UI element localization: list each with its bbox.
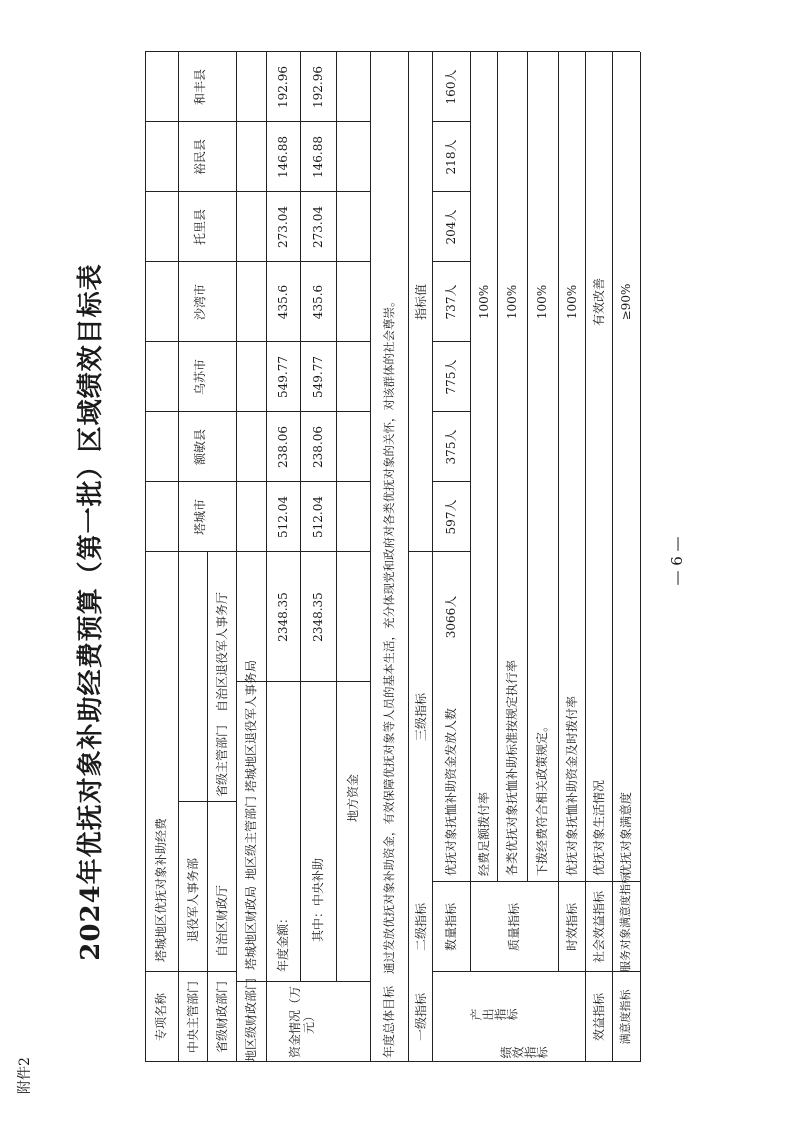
indicator-s1: 优抚对象生活情况 xyxy=(592,779,606,876)
value-qa2: 100% xyxy=(505,284,519,320)
county-central-5: 146.88 xyxy=(311,136,325,178)
label-central-subsidy: 其中：中央补助 xyxy=(311,857,325,942)
label-prov-dept: 省级主管部门 xyxy=(215,724,229,797)
label-perf-indicators: 绩效指标 xyxy=(500,1046,548,1060)
county-total-5: 146.88 xyxy=(276,136,290,178)
value-qa1: 100% xyxy=(477,284,491,320)
value-t1: 100% xyxy=(565,284,579,320)
label-project-name: 专项名称 xyxy=(154,993,168,1042)
label-region-finance: 地区级财政部门 xyxy=(244,977,258,1062)
header-target: 指标值 xyxy=(414,284,428,321)
value-region-finance: 塔城地区财政局 xyxy=(244,885,258,970)
header-level1: 一级指标 xyxy=(414,993,428,1042)
label-annual-total: 年度金额： xyxy=(276,911,290,972)
value-central-dept: 退役军人事务部 xyxy=(186,857,200,942)
value-prov-dept: 自治区退役军人事务厅 xyxy=(215,591,229,712)
label-prov-finance: 省级财政部门 xyxy=(215,981,229,1054)
county-header-5: 裕民县 xyxy=(193,139,207,176)
value-annual-total: 2348.35 xyxy=(276,592,290,642)
indicator-qa1: 经费足额拨付率 xyxy=(477,791,491,876)
label-satisfaction: 满意度指标 xyxy=(619,989,632,1045)
county-total-6: 192.96 xyxy=(276,66,290,108)
annex-label: 附件2 xyxy=(17,1057,33,1094)
label-region-dept: 地区级主管部门 xyxy=(244,795,258,880)
value-q1-county-5: 218人 xyxy=(444,139,458,175)
county-header-2: 乌苏市 xyxy=(193,359,207,396)
label-funds: 资金情况（万元） xyxy=(288,986,316,1059)
label-timeliness: 时效指标 xyxy=(565,903,579,952)
header-level2: 二级指标 xyxy=(414,903,428,952)
value-q1-county-3: 737人 xyxy=(444,284,458,320)
value-q1-county-6: 160人 xyxy=(444,69,458,105)
indicator-q1: 优抚对象抚恤补助资金发放人数 xyxy=(444,707,458,876)
label-effect: 效益指标 xyxy=(592,993,606,1042)
value-q1-county-1: 375人 xyxy=(444,429,458,465)
label-quantity: 数量指标 xyxy=(444,903,458,952)
value-central-subsidy: 2348.35 xyxy=(311,592,325,642)
county-central-2: 549.77 xyxy=(311,356,325,398)
county-central-0: 512.04 xyxy=(311,496,325,538)
county-central-6: 192.96 xyxy=(311,66,325,108)
county-total-4: 273.04 xyxy=(276,206,290,248)
indicator-qa3: 下拨经费符合相关政策规定。 xyxy=(535,719,549,876)
value-s1: 有效改善 xyxy=(592,278,606,327)
county-total-2: 549.77 xyxy=(276,356,290,398)
value-project-name: 塔城地区优抚对象补助经费 xyxy=(154,817,168,962)
value-q1-county-4: 204人 xyxy=(444,209,458,245)
label-service-satisfaction: 服务对象满意度指标 xyxy=(619,873,632,972)
page-number: — 6 — xyxy=(668,536,686,586)
label-central-dept: 中央主管部门 xyxy=(186,981,200,1054)
county-total-0: 512.04 xyxy=(276,496,290,538)
county-header-1: 额敏县 xyxy=(193,429,207,466)
value-annual-goal: 通过发放优抚对象补助资金，有效保障优抚对象等人员的基本生活，充分体现党和政府对各类优抚对象的关怀，对该群体的社会尊崇。 xyxy=(382,295,396,974)
indicator-t1: 优抚对象抚恤补助资金及时拨付率 xyxy=(565,695,579,876)
value-region-dept: 塔城地区退役军人事务局 xyxy=(244,659,258,792)
county-header-6: 和丰县 xyxy=(193,69,207,106)
county-total-1: 238.06 xyxy=(276,426,290,468)
value-q1-total: 3066人 xyxy=(444,595,458,639)
indicator-m1: 优抚对象满意度 xyxy=(619,791,633,876)
county-header-0: 塔城市 xyxy=(193,499,207,536)
indicator-qa2: 各类优抚对象抚恤补助标准按规定执行率 xyxy=(505,659,519,876)
county-central-3: 435.6 xyxy=(311,284,325,320)
value-q1-county-0: 597人 xyxy=(444,499,458,535)
value-prov-finance: 自治区财政厅 xyxy=(215,884,229,957)
label-quality: 质量指标 xyxy=(507,903,521,952)
value-qa3: 100% xyxy=(535,284,549,320)
county-total-3: 435.6 xyxy=(276,284,290,320)
county-header-4: 托里县 xyxy=(193,209,207,246)
value-m1: ≥90% xyxy=(619,283,633,321)
label-social-benefit: 社会效益指标 xyxy=(592,891,606,964)
label-annual-goal: 年度总体目标 xyxy=(382,986,396,1059)
value-q1-county-2: 775人 xyxy=(444,359,458,395)
label-local-funds: 地方资金 xyxy=(346,773,360,822)
page-title: 2024年优抚对象补助经费预算（第一批）区域绩效目标表 xyxy=(76,263,106,961)
label-output: 产出指标 xyxy=(470,1008,518,1022)
header-level3: 三级指标 xyxy=(414,693,428,742)
county-header-3: 沙湾市 xyxy=(193,284,207,321)
county-central-1: 238.06 xyxy=(311,426,325,468)
county-central-4: 273.04 xyxy=(311,206,325,248)
